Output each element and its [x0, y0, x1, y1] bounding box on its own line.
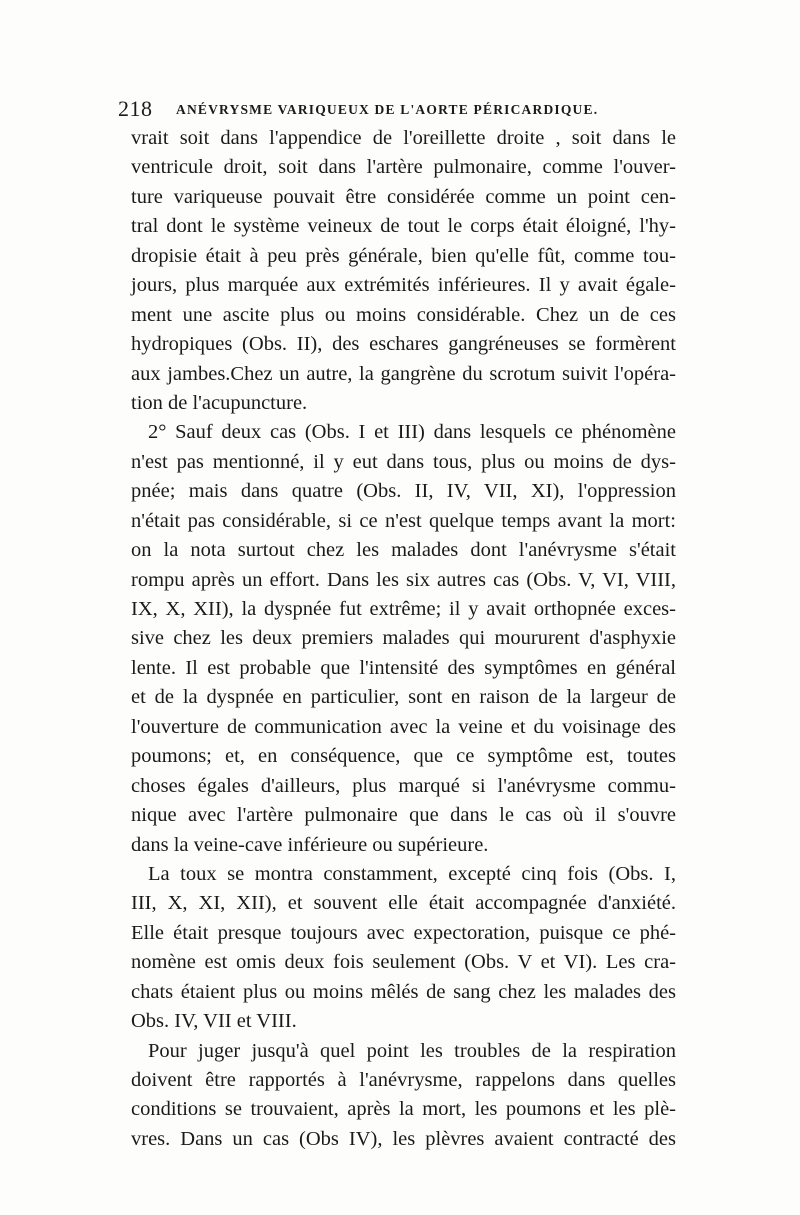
text-line: La toux se montra constamment, excepté cinq fois (Obs. I, [148, 862, 676, 885]
page-number: 218 [118, 96, 153, 121]
running-title: ANÉVRYSME VARIQUEUX DE L'AORTE PÉRICARDIQUE. [176, 102, 599, 117]
text-line: jours, plus marquée aux extrémités inférieures. Il y avait égale- [131, 274, 676, 297]
running-head [118, 96, 678, 126]
text-line: l'ouverture de communication avec la veine et du voisinage des [131, 715, 676, 738]
text-line: on la nota surtout chez les malades dont l'anévrysme s'était [131, 539, 676, 562]
text-line: Elle était presque toujours avec expectoration, puisque ce phé- [131, 921, 676, 944]
text-line: IX, X, XII), la dyspnée fut extrême; il y avait orthopnée exces- [131, 598, 676, 620]
text-line: poumons; et, en conséquence, que ce symptôme est, toutes [131, 745, 676, 768]
text-line: nique avec l'artère pulmonaire que dans le cas où il s'ouvre [131, 804, 676, 827]
text-line: dans la veine-cave inférieure ou supérieure. [131, 833, 489, 856]
text-line: dropisie était à peu près générale, bien qu'elle fût, comme tou- [131, 244, 676, 267]
text-line: aux jambes.Chez un autre, la gangrène du scrotum suivit l'opéra- [131, 362, 676, 385]
text-line: choses égales d'ailleurs, plus marqué si l'anévrysme commu- [131, 774, 676, 797]
text-line: Pour juger jusqu'à quel point les troubles de la respiration [148, 1039, 676, 1062]
text-line: tion de l'acupuncture. [131, 391, 308, 414]
body-text [131, 124, 676, 1154]
text-line: pnée; mais dans quatre (Obs. II, IV, VII, XI), l'oppression [131, 480, 676, 503]
text-line: vres. Dans un cas (Obs IV), les plèvres avaient contracté des [131, 1127, 676, 1150]
text-line: vrait soit dans l'appendice de l'oreillette droite , soit dans le [131, 127, 676, 149]
text-line: rompu après un effort. Dans les six autres cas (Obs. V, VI, VIII, [131, 568, 676, 591]
text-line: n'est pas mentionné, il y eut dans tous, plus ou moins de dys- [131, 450, 676, 473]
text-line: tral dont le système veineux de tout le corps était éloigné, l'hy- [131, 215, 676, 238]
text-line: conditions se trouvaient, après la mort, les poumons et les plè- [131, 1098, 676, 1121]
text-line: hydropiques (Obs. II), des eschares gangréneuses se formèrent [131, 333, 676, 356]
text-line: Obs. IV, VII et VIII. [131, 1010, 297, 1033]
text-line: chats étaient plus ou moins mêlés de sang chez les malades des [131, 980, 676, 1003]
text-line: III, X, XI, XII), et souvent elle était accompagnée d'anxiété. [131, 892, 676, 915]
text-line: ment une ascite plus ou moins considérable. Chez un de ces [131, 303, 676, 326]
text-line: ventricule droit, soit dans l'artère pulmonaire, comme l'ouver- [131, 156, 676, 179]
text-line: 2° Sauf deux cas (Obs. I et III) dans lesquels ce phénomène [148, 421, 676, 444]
text-line: n'était pas considérable, si ce n'est quelque temps avant la mort: [131, 509, 676, 532]
text-line: et de la dyspnée en particulier, sont en raison de la largeur de [131, 686, 676, 709]
text-line: doivent être rapportés à l'anévrysme, rappelons dans quelles [131, 1069, 676, 1091]
text-line: sive chez les deux premiers malades qui moururent d'asphyxie [131, 627, 676, 650]
text-line: ture variqueuse pouvait être considérée comme un point cen- [131, 185, 676, 208]
text-line: lente. Il est probable que l'intensité des symptômes en général [131, 656, 676, 679]
text-line: nomène est omis deux fois seulement (Obs. V et VI). Les cra- [131, 951, 676, 974]
